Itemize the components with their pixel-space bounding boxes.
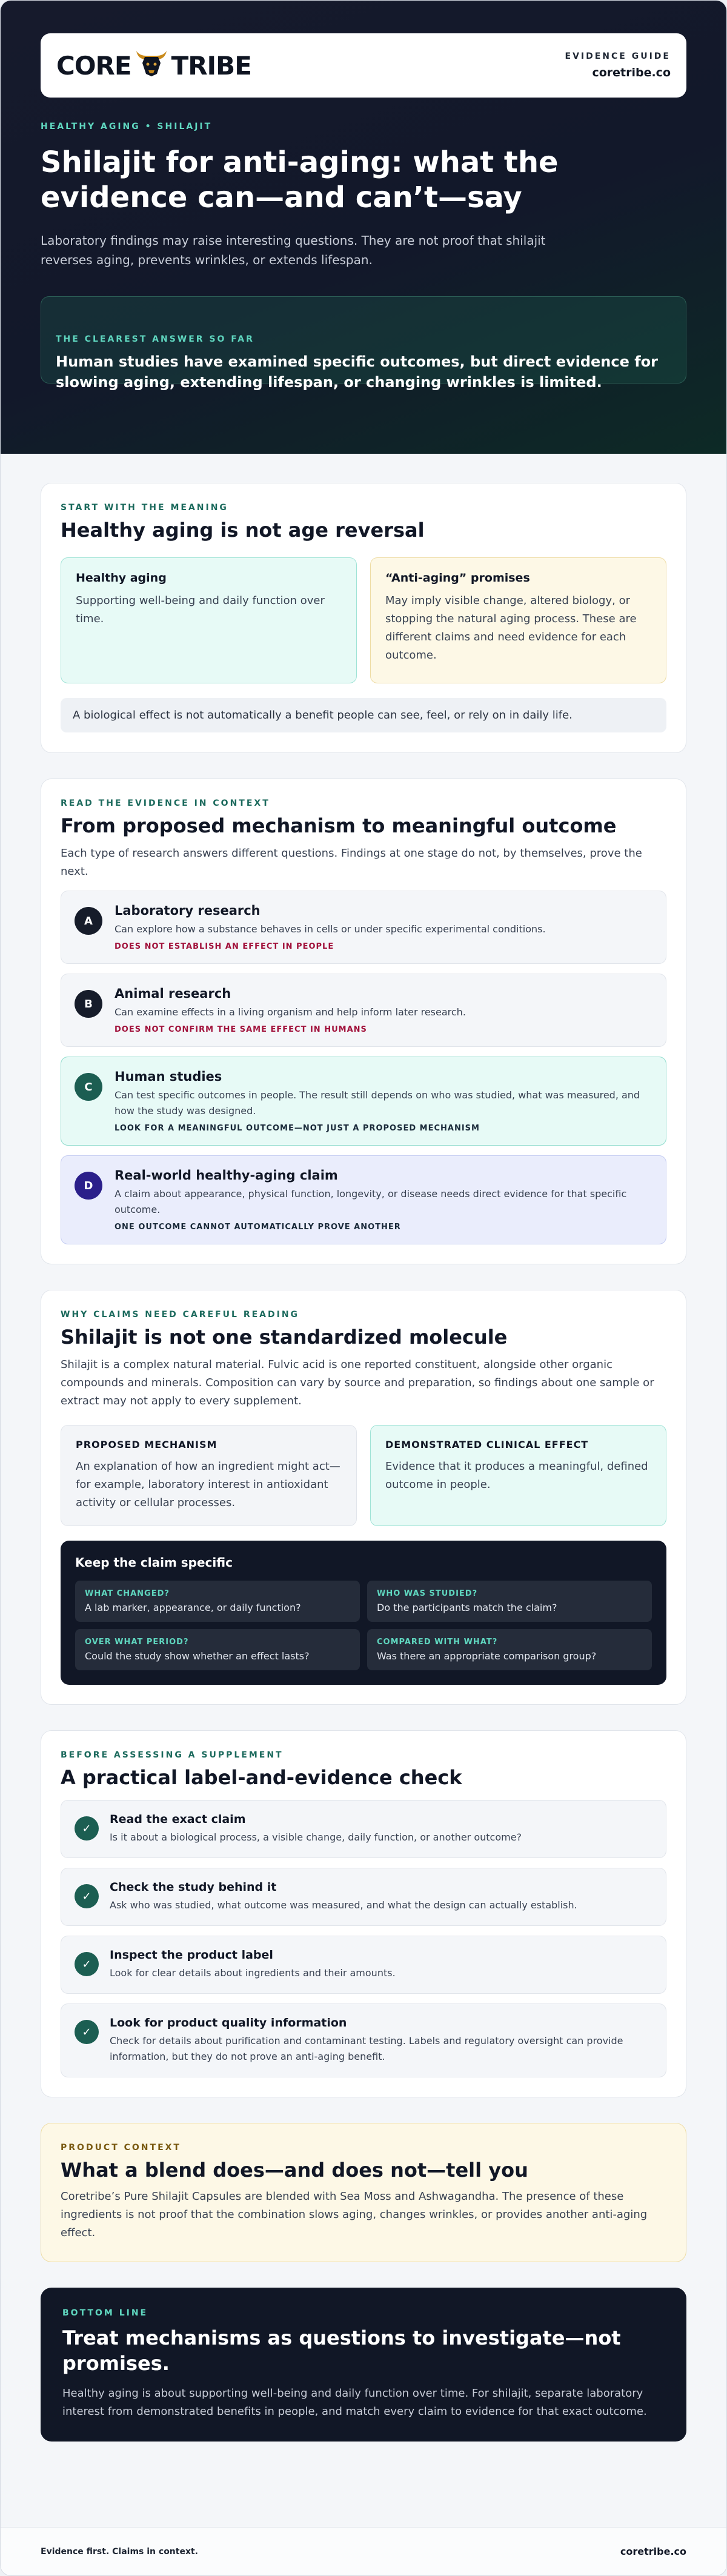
product-context-section xyxy=(41,2123,686,2262)
footer xyxy=(1,2527,726,2575)
checklist-eyebrow: BEFORE ASSESSING A SUPPLEMENT xyxy=(61,1750,284,1760)
answer-eyebrow: THE CLEAREST ANSWER SO FAR xyxy=(56,334,254,344)
healthy-aging-box xyxy=(61,557,357,683)
context-lead: Each type of research answers different questions. Findings at one stage do not, by themselves, prove the next. xyxy=(61,847,642,878)
checklist-item-title: Inspect the product label xyxy=(110,1948,273,1962)
question-card xyxy=(75,1581,360,1622)
clinical-effect-title: DEMONSTRATED CLINICAL EFFECT xyxy=(385,1439,589,1450)
bottom-title: Treat mechanisms as questions to investigate—not promises. xyxy=(62,2326,621,2375)
stage-caveat: DOES NOT CONFIRM THE SAME EFFECT IN HUMANS xyxy=(115,1025,367,1034)
answer-text: Human studies have examined specific outcomes, but direct evidence for slowing aging, extending lifespan, or changing wrinkles is limited. xyxy=(56,353,658,391)
checklist-item-title: Check the study behind it xyxy=(110,1881,277,1894)
panel-title: Keep the claim specific xyxy=(75,1555,233,1570)
page-title: Shilajit for anti-aging: what the evidence can—and can’t—say xyxy=(41,145,559,214)
stage-title: Real-world healthy-aging claim xyxy=(115,1168,338,1183)
stage-badge: B xyxy=(75,990,102,1018)
main-content xyxy=(1,454,726,2442)
context-eyebrow: READ THE EVIDENCE IN CONTEXT xyxy=(61,798,270,808)
guide-label-block xyxy=(565,51,671,79)
context-title: From proposed mechanism to meaningful outcome xyxy=(61,814,617,837)
anti-aging-promises-box xyxy=(370,557,666,683)
checklist-item-title: Look for product quality information xyxy=(110,2016,347,2030)
molecule-section xyxy=(41,1290,686,1705)
footer-domain-link[interactable]: coretribe.co xyxy=(620,2546,686,2557)
biological-effect-note: A biological effect is not automatically a benefit people can see, feel, or rely on in daily life. xyxy=(61,698,666,732)
stage-laboratory xyxy=(61,891,666,964)
checklist-item xyxy=(61,1936,666,1994)
checklist-section xyxy=(41,1730,686,2097)
hero-intro: Laboratory findings may raise interesting questions. They are not proof that shilajit reverses aging, prevents wrinkles, or extends lifespan. xyxy=(41,233,546,267)
stage-caveat: LOOK FOR A MEANINGFUL OUTCOME—NOT JUST A PROPOSED MECHANISM xyxy=(115,1124,480,1133)
question-card xyxy=(367,1629,652,1670)
question-card xyxy=(367,1581,652,1622)
stage-text: Can test specific outcomes in people. The result still depends on who was studied, what was measured, and how the study was designed. xyxy=(115,1089,640,1117)
stage-caveat: ONE OUTCOME CANNOT AUTOMATICALLY PROVE ANOTHER xyxy=(115,1223,401,1232)
checklist-item xyxy=(61,1868,666,1926)
meaning-title: Healthy aging is not age reversal xyxy=(61,519,425,542)
question-key: COMPARED WITH WHAT? xyxy=(377,1638,498,1647)
question-value: Do the participants match the claim? xyxy=(377,1602,557,1613)
molecule-eyebrow: WHY CLAIMS NEED CAREFUL READING xyxy=(61,1310,300,1320)
proposed-mechanism-box xyxy=(61,1425,357,1526)
bottom-eyebrow: BOTTOM LINE xyxy=(62,2308,148,2318)
healthy-aging-title: Healthy aging xyxy=(76,571,167,585)
product-text: Coretribe’s Pure Shilajit Capsules are blended with Sea Moss and Ashwagandha. The presence of these ingredients is not proof that the combination slows aging, changes wrinkles, or provides another anti-aging effect. xyxy=(61,2190,648,2239)
checklist-item-text: Look for clear details about ingredients and their amounts. xyxy=(110,1967,396,1979)
meaning-section xyxy=(41,483,686,753)
checklist-item-text: Is it about a biological process, a visible change, daily function, or another outcome? xyxy=(110,1831,522,1843)
clearest-answer-box xyxy=(41,296,686,391)
question-grid xyxy=(75,1581,652,1670)
bottom-line-section xyxy=(41,2288,686,2442)
checklist-item-text: Ask who was studied, what outcome was measured, and what the design can actually establish. xyxy=(110,1899,577,1911)
checklist-title: A practical label-and-evidence check xyxy=(61,1766,462,1789)
clinical-effect-box xyxy=(370,1425,666,1526)
stage-animal xyxy=(61,974,666,1047)
keep-claim-specific-panel xyxy=(61,1541,666,1685)
question-value: Was there an appropriate comparison group? xyxy=(377,1650,597,1662)
check-icon: ✓ xyxy=(75,1952,99,1976)
stage-real-world xyxy=(61,1155,666,1244)
anti-aging-promises-title: “Anti-aging” promises xyxy=(385,571,530,585)
healthy-aging-text: Supporting well-being and daily function over time. xyxy=(76,594,325,625)
guide-label: EVIDENCE GUIDE xyxy=(565,51,671,61)
proposed-mechanism-text: An explanation of how an ingredient might act—for example, laboratory interest in antioxidant activity or cellular processes. xyxy=(76,1460,340,1509)
guide-domain-link[interactable]: coretribe.co xyxy=(592,66,671,79)
brand-bar xyxy=(41,33,686,98)
bull-head-icon xyxy=(134,47,169,84)
mechanism-vs-effect xyxy=(61,1425,666,1526)
checklist-item-text: Check for details about purification and contaminant testing. Labels and regulatory oversight can provide information, but they do not prove an anti-aging benefit. xyxy=(110,2035,623,2062)
stage-text: Can examine effects in a living organism and help inform later research. xyxy=(115,1006,466,1018)
logo-left-text: CORE xyxy=(56,50,131,81)
stage-human xyxy=(61,1057,666,1146)
bottom-text: Healthy aging is about supporting well-being and daily function over time. For shilajit, separate laboratory interest from demonstrated benefits in people, and match every claim to evidence for that exact outcome. xyxy=(62,2387,647,2418)
stage-caveat: DOES NOT ESTABLISH AN EFFECT IN PEOPLE xyxy=(115,942,334,951)
molecule-title: Shilajit is not one standardized molecule xyxy=(61,1326,508,1349)
checklist-item-title: Read the exact claim xyxy=(110,1813,246,1826)
stage-text: A claim about appearance, physical function, longevity, or disease needs direct evidence for that specific outcome. xyxy=(115,1188,627,1215)
footer-tagline: Evidence first. Claims in context. xyxy=(41,2546,199,2557)
question-key: WHAT CHANGED? xyxy=(85,1589,170,1598)
hero-eyebrow: HEALTHY AGING • SHILAJIT xyxy=(41,122,213,131)
check-icon: ✓ xyxy=(75,1884,99,1908)
proposed-mechanism-title: PROPOSED MECHANISM xyxy=(76,1439,217,1450)
coretribe-logo[interactable] xyxy=(56,47,251,84)
evidence-context-section xyxy=(41,778,686,1264)
stage-text: Can explore how a substance behaves in cells or under specific experimental conditions. xyxy=(115,923,546,935)
question-key: WHO WAS STUDIED? xyxy=(377,1589,478,1598)
logo-right-text: TRIBE xyxy=(171,50,251,81)
meaning-eyebrow: START WITH THE MEANING xyxy=(61,503,228,513)
check-icon: ✓ xyxy=(75,1816,99,1841)
question-value: Could the study show whether an effect lasts? xyxy=(85,1650,310,1662)
stage-title: Human studies xyxy=(115,1069,222,1084)
anti-aging-promises-text: May imply visible change, altered biology, or stopping the natural aging process. These are different claims and need evidence for each outcome. xyxy=(385,594,637,662)
stage-badge: C xyxy=(75,1073,102,1101)
meaning-compare xyxy=(61,557,666,683)
stage-badge: D xyxy=(75,1172,102,1200)
stage-badge: A xyxy=(75,907,102,935)
stage-title: Animal research xyxy=(115,986,231,1001)
stage-title: Laboratory research xyxy=(115,903,261,918)
checklist-item xyxy=(61,2003,666,2077)
hero xyxy=(1,1,726,454)
product-title: What a blend does—and does not—tell you xyxy=(61,2159,528,2182)
molecule-lead: Shilajit is a complex natural material. Fulvic acid is one reported constituent, alongside other organic compounds and minerals. Composition can vary by source and preparation, so findings about one sample or extract may not apply to every supplement. xyxy=(61,1358,654,1407)
question-key: OVER WHAT PERIOD? xyxy=(85,1638,189,1647)
check-icon: ✓ xyxy=(75,2020,99,2044)
question-card xyxy=(75,1629,360,1670)
checklist-item xyxy=(61,1800,666,1858)
clinical-effect-text: Evidence that it produces a meaningful, defined outcome in people. xyxy=(385,1460,648,1491)
product-eyebrow: PRODUCT CONTEXT xyxy=(61,2143,181,2153)
question-value: A lab marker, appearance, or daily function? xyxy=(85,1602,301,1613)
